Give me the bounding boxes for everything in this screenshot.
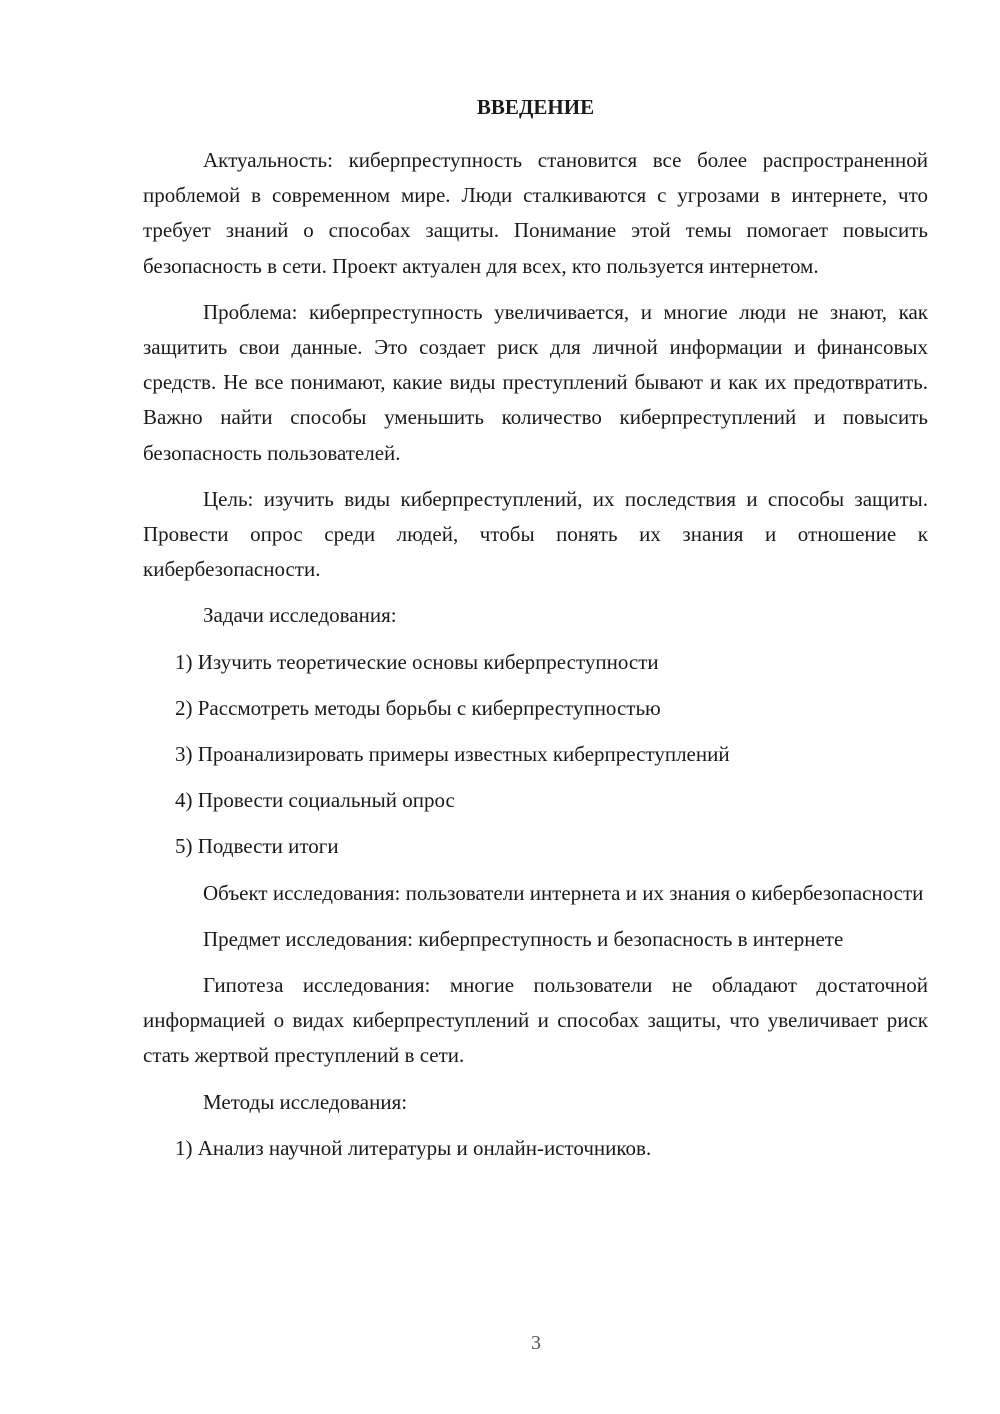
task-item: 4) Провести социальный опрос	[175, 788, 455, 813]
task-item: 1) Изучить теоретические основы киберпреступности	[175, 649, 659, 674]
task-item: 5) Подвести итоги	[175, 834, 339, 859]
paragraph-hypothesis: Гипотеза исследования: многие пользователи не обладают достаточной информацией о видах киберпреступлений и способах защиты, что увеличивает риск стать жертвой преступлений в сети.	[143, 973, 928, 1068]
method-item: 1) Анализ научной литературы и онлайн-источников.	[175, 1135, 652, 1160]
task-item: 2) Рассмотреть методы борьбы с киберпреступностью	[175, 695, 661, 720]
paragraph-relevance: Актуальность: киберпреступность становится все более распространенной проблемой в современном мире. Люди сталкиваются с угрозами в интернете, что требует знаний о способах защиты. Понимание этой темы помогает повысить безопасность в сети. Проект актуален для всех, кто пользуется интернетом.	[143, 148, 928, 278]
paragraph-problem: Проблема: киберпреступность увеличивается, и многие люди не знают, как защитить свои данные. Это создает риск для личной информации и финансовых средств. Не все понимают, какие виды преступлений бывают и как их предотвратить. Важно найти способы уменьшить количество киберпреступлений и повысить безопасность пользователей.	[143, 299, 928, 465]
page-number: 3	[531, 1332, 541, 1354]
paragraph-object: Объект исследования: пользователи интернета и их знания о кибербезопасности	[203, 880, 924, 905]
paragraph-subject: Предмет исследования: киберпреступность и безопасность в интернете	[203, 926, 844, 951]
methods-heading: Методы исследования:	[203, 1089, 408, 1114]
tasks-heading: Задачи исследования:	[203, 603, 397, 628]
section-title: ВВЕДЕНИЕ	[476, 95, 595, 119]
document-page	[143, 90, 928, 1177]
task-item: 3) Проанализировать примеры известных киберпреступлений	[175, 742, 730, 767]
paragraph-goal: Цель: изучить виды киберпреступлений, их последствия и способы защиты. Провести опрос среди людей, чтобы понять их знания и отношение к кибербезопасности.	[143, 486, 928, 582]
